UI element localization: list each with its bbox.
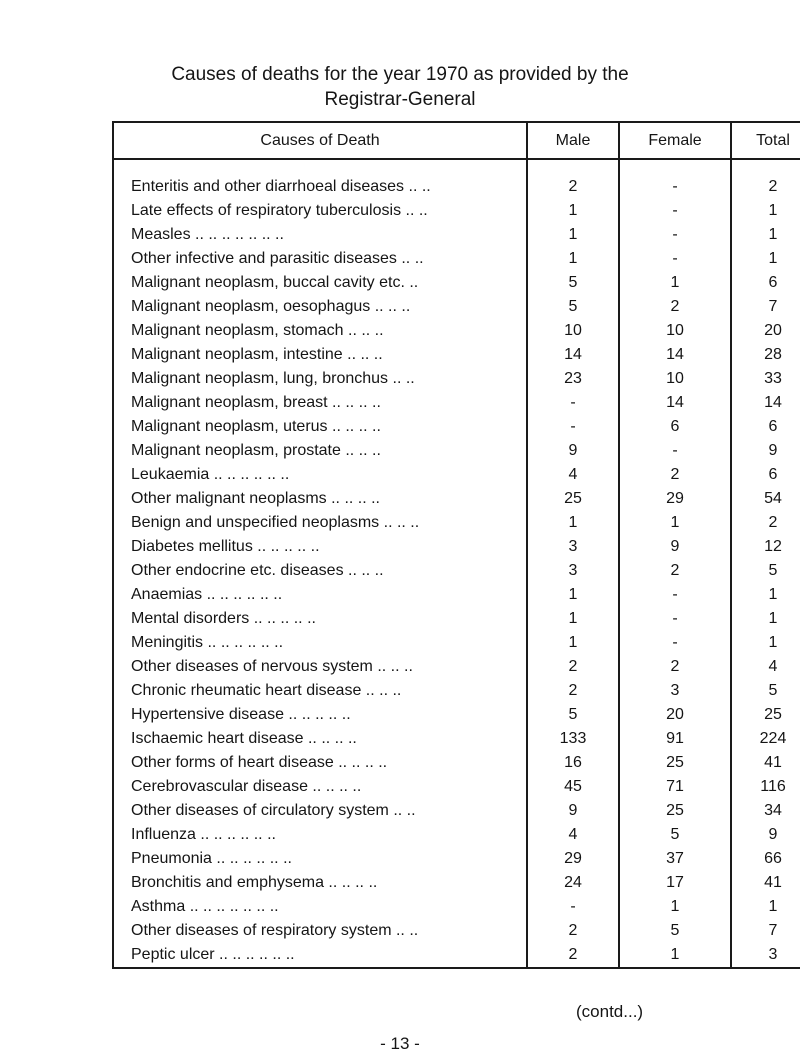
cause-cell: Late effects of respiratory tuberculosis .. ..	[113, 199, 527, 223]
table-row	[113, 535, 800, 559]
male-count: 1	[527, 223, 619, 247]
male-count: 2	[527, 679, 619, 703]
female-count: 2	[619, 559, 731, 583]
table-row	[113, 487, 800, 511]
header-total: Total	[731, 122, 800, 159]
table-row	[113, 703, 800, 727]
total-count: 7	[731, 295, 800, 319]
header-female: Female	[619, 122, 731, 159]
male-count: 4	[527, 463, 619, 487]
female-count: 91	[619, 727, 731, 751]
male-count: 29	[527, 847, 619, 871]
female-count: -	[619, 175, 731, 199]
cause-cell: Malignant neoplasm, buccal cavity etc. ..	[113, 271, 527, 295]
male-count: 1	[527, 583, 619, 607]
cause-cell: Malignant neoplasm, intestine .. .. ..	[113, 343, 527, 367]
table-row	[113, 247, 800, 271]
causes-of-death-table	[112, 121, 800, 969]
cause-cell: Hypertensive disease .. .. .. .. ..	[113, 703, 527, 727]
table-row	[113, 943, 800, 968]
male-count: 5	[527, 271, 619, 295]
male-count: 9	[527, 799, 619, 823]
table-row	[113, 439, 800, 463]
male-count: -	[527, 391, 619, 415]
female-count: -	[619, 199, 731, 223]
total-count: 2	[731, 511, 800, 535]
table-row	[113, 295, 800, 319]
table-row	[113, 919, 800, 943]
cause-cell: Other malignant neoplasms .. .. .. ..	[113, 487, 527, 511]
total-count: 116	[731, 775, 800, 799]
total-count: 34	[731, 799, 800, 823]
cause-cell: Chronic rheumatic heart disease .. .. ..	[113, 679, 527, 703]
male-count: 5	[527, 703, 619, 727]
table-row	[113, 631, 800, 655]
page-title-line-1: Causes of deaths for the year 1970 as provided by the	[171, 64, 629, 85]
female-count: 37	[619, 847, 731, 871]
cause-cell: Other diseases of nervous system .. .. ..	[113, 655, 527, 679]
header-male: Male	[527, 122, 619, 159]
male-count: 2	[527, 943, 619, 968]
total-count: 9	[731, 439, 800, 463]
male-count: 10	[527, 319, 619, 343]
total-count: 12	[731, 535, 800, 559]
male-count: 4	[527, 823, 619, 847]
cause-cell: Malignant neoplasm, uterus .. .. .. ..	[113, 415, 527, 439]
cause-cell: Asthma .. .. .. .. .. .. ..	[113, 895, 527, 919]
table-row	[113, 463, 800, 487]
header-causes: Causes of Death	[113, 122, 527, 159]
total-count: 2	[731, 175, 800, 199]
cause-cell: Pneumonia .. .. .. .. .. ..	[113, 847, 527, 871]
total-count: 41	[731, 871, 800, 895]
table-row	[113, 319, 800, 343]
table-row	[113, 895, 800, 919]
total-count: 9	[731, 823, 800, 847]
male-count: -	[527, 415, 619, 439]
total-count: 20	[731, 319, 800, 343]
male-count: 14	[527, 343, 619, 367]
total-count: 5	[731, 679, 800, 703]
female-count: 1	[619, 895, 731, 919]
total-count: 6	[731, 415, 800, 439]
total-count: 66	[731, 847, 800, 871]
cause-cell: Other forms of heart disease .. .. .. ..	[113, 751, 527, 775]
male-count: 24	[527, 871, 619, 895]
total-count: 1	[731, 247, 800, 271]
cause-cell: Enteritis and other diarrhoeal diseases .. ..	[113, 175, 527, 199]
female-count: 25	[619, 751, 731, 775]
male-count: 25	[527, 487, 619, 511]
cause-cell: Bronchitis and emphysema .. .. .. ..	[113, 871, 527, 895]
cause-cell: Malignant neoplasm, breast .. .. .. ..	[113, 391, 527, 415]
male-count: 16	[527, 751, 619, 775]
male-count: 3	[527, 559, 619, 583]
male-count: 23	[527, 367, 619, 391]
male-count: -	[527, 895, 619, 919]
total-count: 28	[731, 343, 800, 367]
female-count: -	[619, 439, 731, 463]
male-count: 133	[527, 727, 619, 751]
table-row	[113, 511, 800, 535]
female-count: 10	[619, 319, 731, 343]
male-count: 9	[527, 439, 619, 463]
total-count: 7	[731, 919, 800, 943]
female-count: 3	[619, 679, 731, 703]
total-count: 25	[731, 703, 800, 727]
cause-cell: Other diseases of respiratory system .. ..	[113, 919, 527, 943]
table-row	[113, 727, 800, 751]
total-count: 14	[731, 391, 800, 415]
table-row	[113, 655, 800, 679]
cause-cell: Malignant neoplasm, lung, bronchus .. ..	[113, 367, 527, 391]
female-count: 17	[619, 871, 731, 895]
female-count: 14	[619, 343, 731, 367]
female-count: -	[619, 223, 731, 247]
cause-cell: Other infective and parasitic diseases .. ..	[113, 247, 527, 271]
male-count: 45	[527, 775, 619, 799]
female-count: 9	[619, 535, 731, 559]
female-count: 71	[619, 775, 731, 799]
cause-cell: Benign and unspecified neoplasms .. .. ..	[113, 511, 527, 535]
female-count: 29	[619, 487, 731, 511]
page-number: - 13 -	[380, 1034, 420, 1053]
female-count: 25	[619, 799, 731, 823]
table-row	[113, 775, 800, 799]
total-count: 6	[731, 271, 800, 295]
male-count: 2	[527, 175, 619, 199]
female-count: -	[619, 247, 731, 271]
total-count: 1	[731, 895, 800, 919]
female-count: 2	[619, 655, 731, 679]
table-row	[113, 367, 800, 391]
total-count: 1	[731, 583, 800, 607]
table-row	[113, 415, 800, 439]
cause-cell: Ischaemic heart disease .. .. .. ..	[113, 727, 527, 751]
cause-cell: Anaemias .. .. .. .. .. ..	[113, 583, 527, 607]
male-count: 2	[527, 655, 619, 679]
total-count: 1	[731, 631, 800, 655]
cause-cell: Malignant neoplasm, stomach .. .. ..	[113, 319, 527, 343]
male-count: 1	[527, 199, 619, 223]
total-count: 1	[731, 607, 800, 631]
cause-cell: Peptic ulcer .. .. .. .. .. ..	[113, 943, 527, 968]
cause-cell: Malignant neoplasm, prostate .. .. ..	[113, 439, 527, 463]
cause-cell: Mental disorders .. .. .. .. ..	[113, 607, 527, 631]
table-row	[113, 847, 800, 871]
table-row	[113, 199, 800, 223]
table-row	[113, 391, 800, 415]
table-row	[113, 607, 800, 631]
table-spacer-row	[113, 159, 800, 175]
table-body	[113, 159, 800, 968]
total-count: 54	[731, 487, 800, 511]
table-row	[113, 679, 800, 703]
female-count: 2	[619, 463, 731, 487]
female-count: 1	[619, 943, 731, 968]
male-count: 1	[527, 607, 619, 631]
total-count: 5	[731, 559, 800, 583]
male-count: 1	[527, 631, 619, 655]
continued-note: (contd...)	[576, 1002, 644, 1021]
male-count: 1	[527, 511, 619, 535]
table-row	[113, 223, 800, 247]
cause-cell: Influenza .. .. .. .. .. ..	[113, 823, 527, 847]
female-count: 14	[619, 391, 731, 415]
female-count: 20	[619, 703, 731, 727]
female-count: -	[619, 583, 731, 607]
table-row	[113, 823, 800, 847]
cause-cell: Cerebrovascular disease .. .. .. ..	[113, 775, 527, 799]
total-count: 4	[731, 655, 800, 679]
cause-cell: Measles .. .. .. .. .. .. ..	[113, 223, 527, 247]
total-count: 6	[731, 463, 800, 487]
total-count: 1	[731, 199, 800, 223]
table-row	[113, 559, 800, 583]
total-count: 33	[731, 367, 800, 391]
female-count: 6	[619, 415, 731, 439]
male-count: 1	[527, 247, 619, 271]
cause-cell: Leukaemia .. .. .. .. .. ..	[113, 463, 527, 487]
total-count: 224	[731, 727, 800, 751]
male-count: 3	[527, 535, 619, 559]
cause-cell: Malignant neoplasm, oesophagus .. .. ..	[113, 295, 527, 319]
cause-cell: Diabetes mellitus .. .. .. .. ..	[113, 535, 527, 559]
table-row	[113, 583, 800, 607]
female-count: 2	[619, 295, 731, 319]
female-count: -	[619, 631, 731, 655]
female-count: 5	[619, 919, 731, 943]
table-row	[113, 271, 800, 295]
cause-cell: Meningitis .. .. .. .. .. ..	[113, 631, 527, 655]
cause-cell: Other diseases of circulatory system .. ..	[113, 799, 527, 823]
female-count: -	[619, 607, 731, 631]
female-count: 1	[619, 511, 731, 535]
table-row	[113, 871, 800, 895]
female-count: 10	[619, 367, 731, 391]
total-count: 41	[731, 751, 800, 775]
page-title-line-2: Registrar-General	[324, 89, 476, 110]
table-row	[113, 799, 800, 823]
total-count: 1	[731, 223, 800, 247]
male-count: 5	[527, 295, 619, 319]
table-row	[113, 175, 800, 199]
table-row	[113, 343, 800, 367]
table-header-row	[113, 122, 800, 159]
female-count: 5	[619, 823, 731, 847]
cause-cell: Other endocrine etc. diseases .. .. ..	[113, 559, 527, 583]
table-row	[113, 751, 800, 775]
total-count: 3	[731, 943, 800, 968]
female-count: 1	[619, 271, 731, 295]
male-count: 2	[527, 919, 619, 943]
